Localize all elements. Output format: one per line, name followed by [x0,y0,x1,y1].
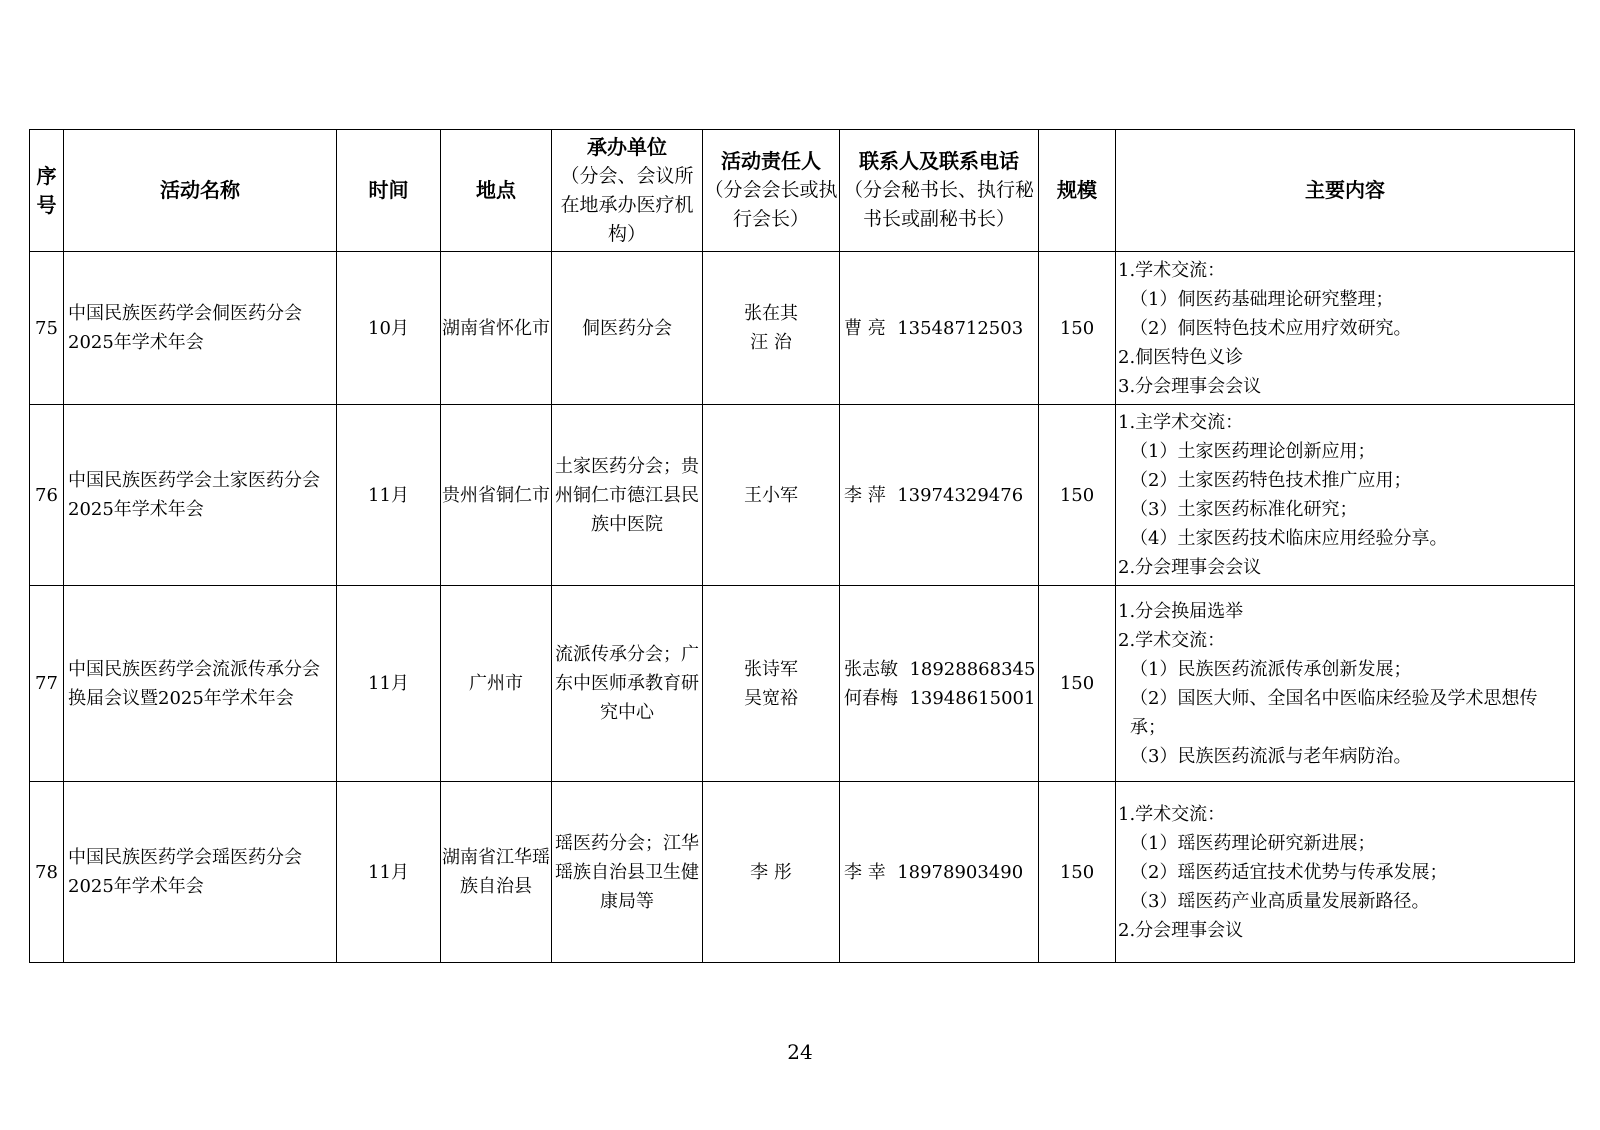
header-organizer [552,130,703,252]
row-leader [703,782,840,963]
row-content [1116,782,1575,963]
activity-table-sheet [29,129,1575,963]
row-leader-name: 李 彤 [750,861,792,883]
row-time: 10月 [337,252,441,405]
row-scale: 150 [1039,586,1116,782]
row-leader-name: 吴宽裕 [744,687,798,709]
row-time: 11月 [337,782,441,963]
page-number: 24 [787,1040,813,1064]
contact-person: 张志敏 [844,658,898,680]
row-leader [703,252,840,405]
header-organizer-note: （分会、会议所在地承办医疗机构） [560,164,694,245]
content-line: 2.分会理事会议 [1118,919,1244,941]
table-row [30,586,1575,782]
row-leader [703,405,840,586]
header-seq: 序号 [30,130,64,252]
contact-person: 李 萍 [844,484,886,506]
row-scale: 150 [1039,782,1116,963]
table-row [30,252,1575,405]
content-line: （2）国医大师、全国名中医临床经验及学术思想传承； [1130,687,1538,738]
row-organizer: 侗医药分会 [552,252,703,405]
row-place: 广州市 [441,586,552,782]
row-place: 湖南省怀化市 [441,252,552,405]
content-line: （2）侗医特色技术应用疗效研究。 [1130,317,1412,339]
header-contact-title: 联系人及联系电话 [859,149,1019,173]
contact-phone: 18928868345 [909,658,1036,680]
contact-phone: 13974329476 [897,484,1024,506]
row-content [1116,252,1575,405]
row-organizer: 瑶医药分会；江华瑶族自治县卫生健康局等 [552,782,703,963]
header-activity-name: 活动名称 [64,130,337,252]
row-organizer: 流派传承分会；广东中医师承教育研究中心 [552,586,703,782]
row-activity-name: 中国民族医药学会土家医药分会2025年学术年会 [64,405,337,586]
row-leader-name: 张在其 [744,303,798,324]
row-scale: 150 [1039,405,1116,586]
content-line: 2.侗医特色义诊 [1118,346,1244,368]
content-line: 1.分会换届选举 [1118,600,1244,622]
header-contact-note: （分会秘书长、执行秘书长或副秘书长） [843,179,1034,230]
row-leader-name: 张诗军 [744,658,798,680]
content-line: （3）民族医药流派与老年病防治。 [1130,745,1412,767]
content-line: （1）侗医药基础理论研究整理； [1130,288,1394,310]
header-leader [703,130,840,252]
row-organizer: 土家医药分会；贵州铜仁市德江县民族中医院 [552,405,703,586]
row-seq: 77 [30,586,64,782]
row-scale: 150 [1039,252,1116,405]
row-leader [703,586,840,782]
content-line: （2）土家医药特色技术推广应用； [1130,470,1412,491]
row-activity-name: 中国民族医药学会侗医药分会2025年学术年会 [64,252,337,405]
row-activity-name: 中国民族医药学会瑶医药分会2025年学术年会 [64,782,337,963]
content-line: （1）瑶医药理论研究新进展； [1130,832,1376,854]
header-leader-title: 活动责任人 [721,149,821,173]
row-place: 湖南省江华瑶族自治县 [441,782,552,963]
content-line: 2.学术交流： [1118,629,1226,651]
header-scale: 规模 [1039,130,1116,252]
row-time: 11月 [337,586,441,782]
row-seq: 78 [30,782,64,963]
row-leader-name: 王小军 [744,484,798,506]
row-leader-name: 汪 治 [750,332,792,353]
content-line: （3）土家医药标准化研究； [1130,499,1358,520]
contact-entry [844,314,1036,343]
contact-person: 何春梅 [844,687,898,709]
content-line: （3）瑶医药产业高质量发展新路径。 [1130,890,1430,912]
content-line: 1.学术交流： [1118,259,1226,281]
header-content: 主要内容 [1116,130,1575,252]
contact-entry [844,481,1036,510]
activity-table [29,129,1575,963]
contact-entry [844,684,1036,713]
header-time: 时间 [337,130,441,252]
row-contact [840,586,1039,782]
header-place: 地点 [441,130,552,252]
table-header-row [30,130,1575,252]
content-line: （1）土家医药理论创新应用； [1130,441,1376,462]
row-content [1116,586,1575,782]
row-seq: 75 [30,252,64,405]
row-contact [840,252,1039,405]
contact-phone: 13948615001 [909,687,1036,709]
contact-entry [844,858,1036,887]
contact-phone: 13548712503 [897,317,1024,339]
content-line: （4）土家医药技术临床应用经验分享。 [1130,528,1448,549]
header-organizer-title: 承办单位 [587,134,667,159]
table-row [30,782,1575,963]
header-contact [840,130,1039,252]
row-time: 11月 [337,405,441,586]
content-line: （2）瑶医药适宜技术优势与传承发展； [1130,861,1448,883]
content-line: 1.主学术交流： [1118,412,1244,433]
row-contact [840,782,1039,963]
row-content [1116,405,1575,586]
contact-entry [844,655,1036,684]
header-leader-note: （分会会长或执行会长） [704,179,838,230]
contact-phone: 18978903490 [897,861,1024,883]
content-line: 2.分会理事会会议 [1118,557,1262,578]
row-seq: 76 [30,405,64,586]
contact-person: 李 幸 [844,861,886,883]
row-contact [840,405,1039,586]
row-place: 贵州省铜仁市 [441,405,552,586]
contact-person: 曹 亮 [844,317,886,339]
content-line: 3.分会理事会会议 [1118,375,1262,397]
content-line: 1.学术交流： [1118,803,1226,825]
row-activity-name: 中国民族医药学会流派传承分会换届会议暨2025年学术年会 [64,586,337,782]
content-line: （1）民族医药流派传承创新发展； [1130,658,1412,680]
table-row [30,405,1575,586]
